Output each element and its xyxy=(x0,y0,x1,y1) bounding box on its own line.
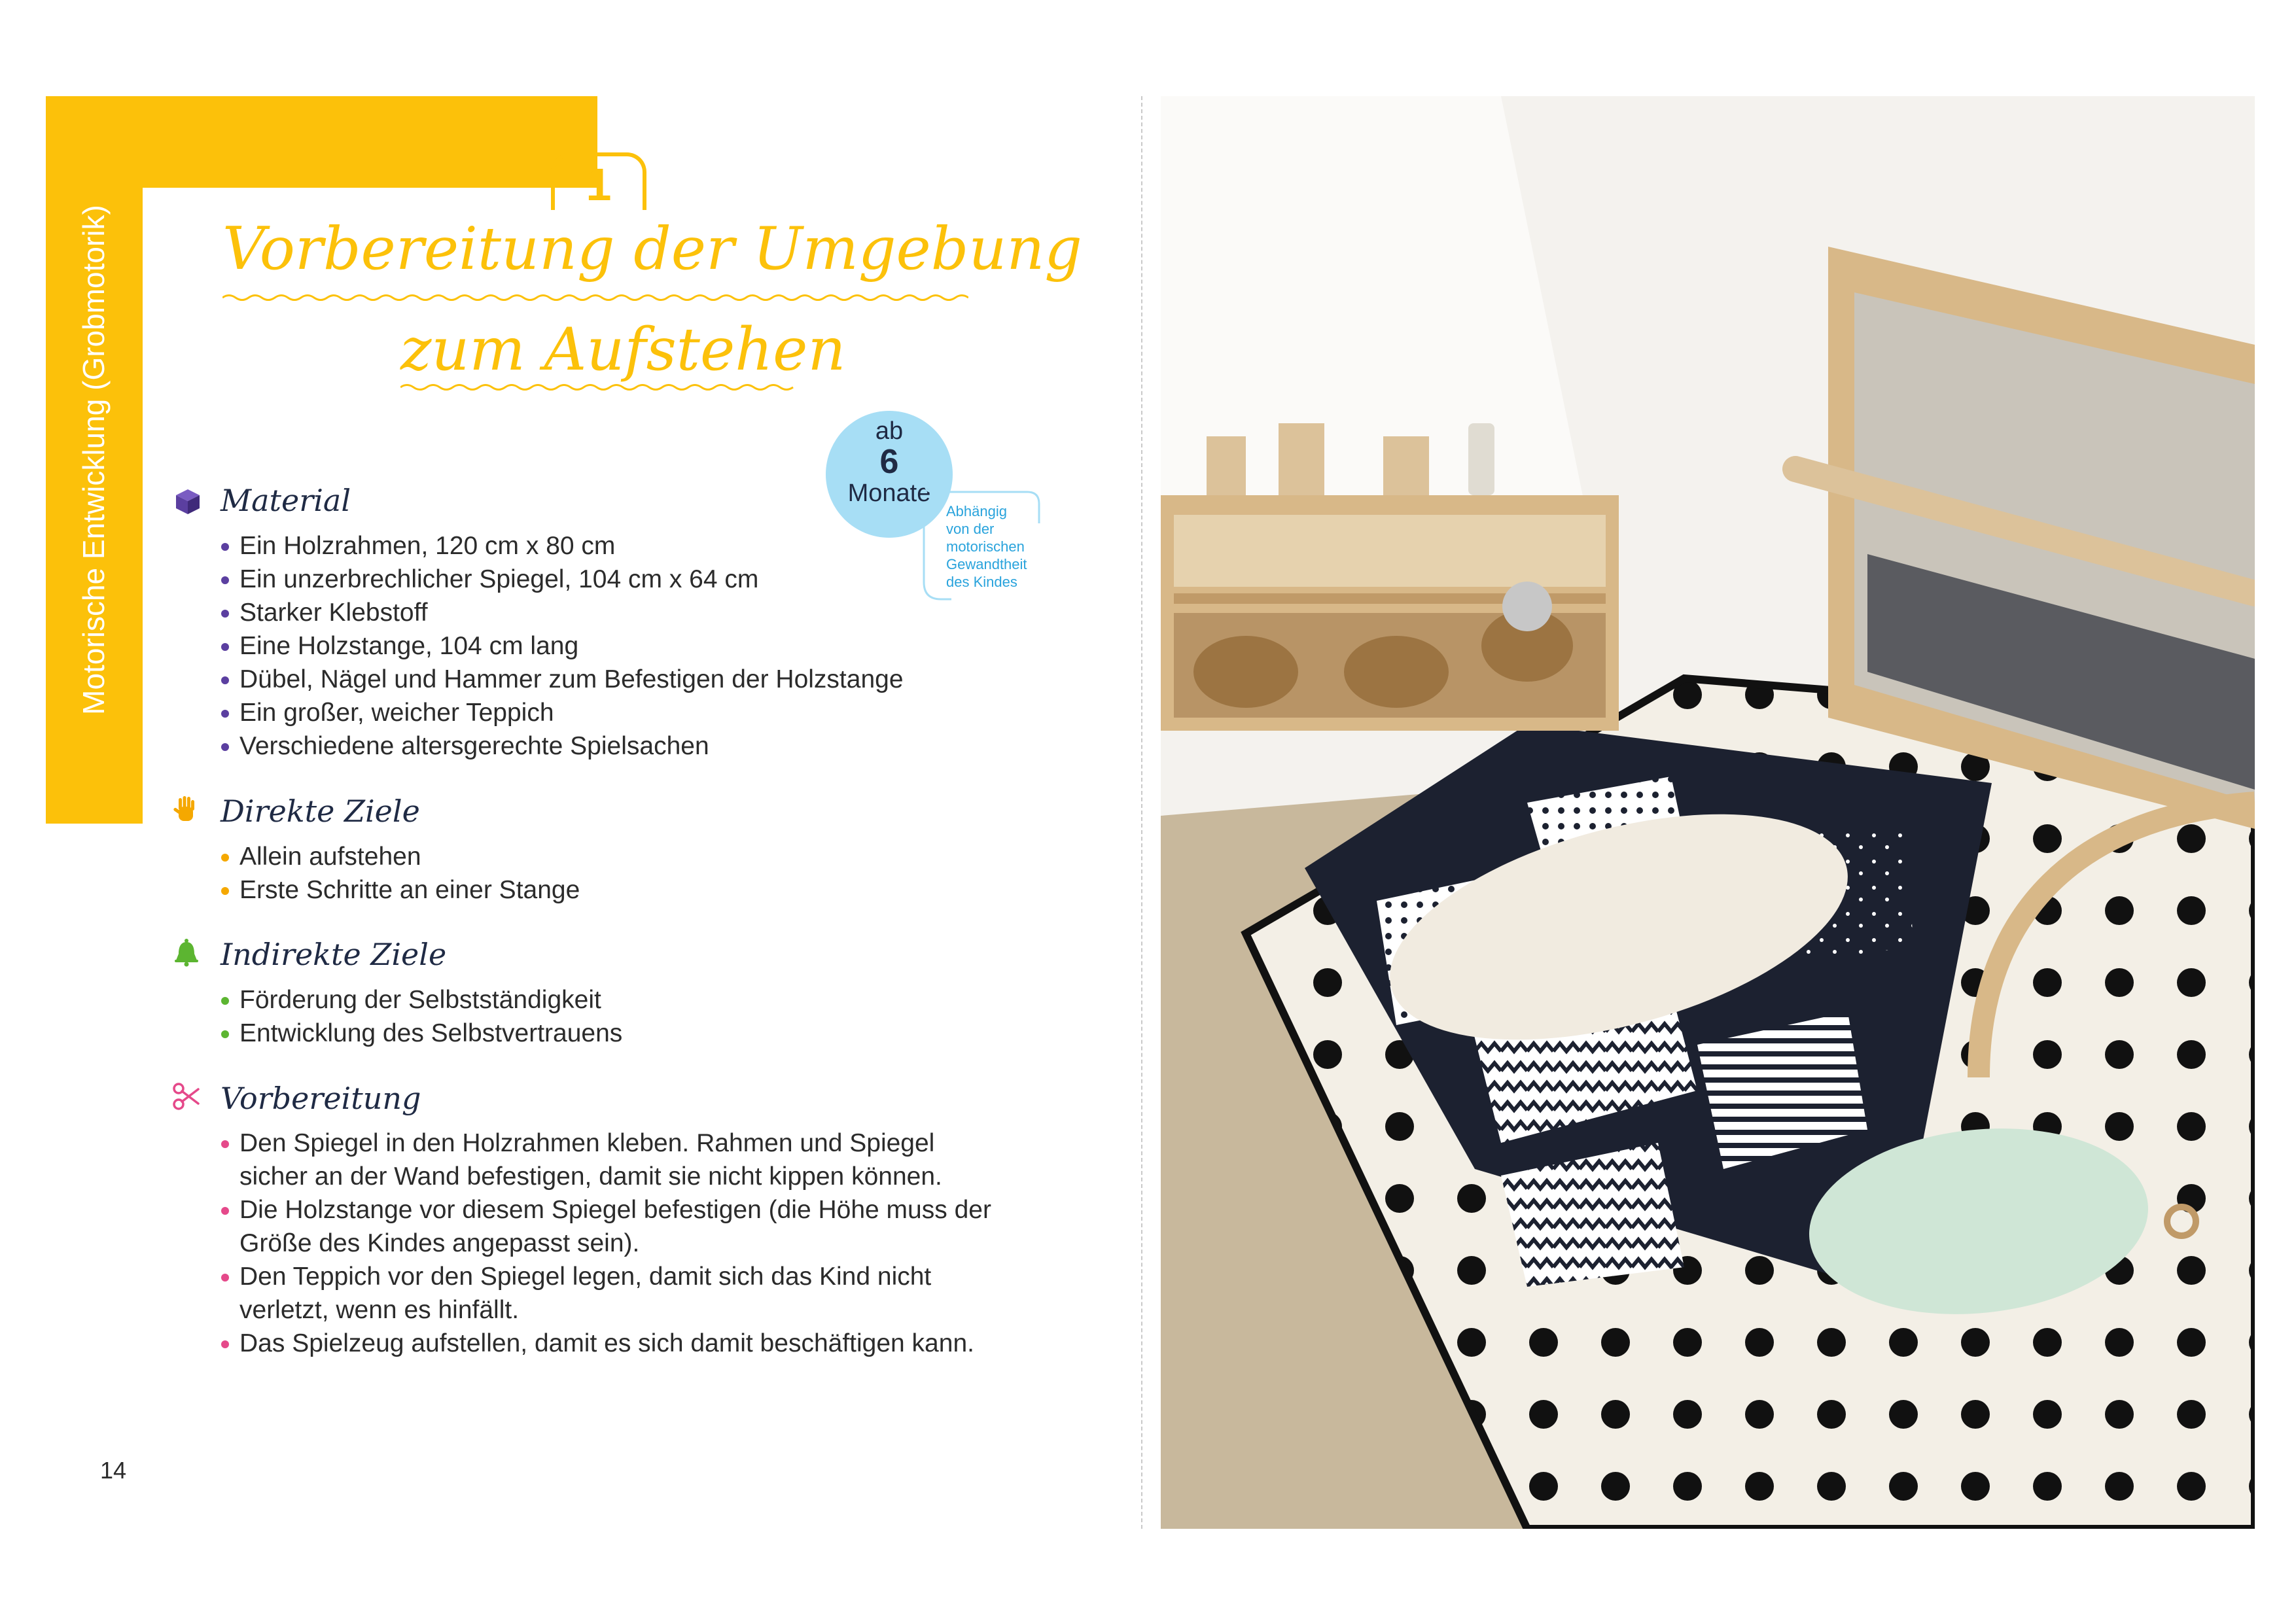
preparation-heading: Vorbereitung xyxy=(221,1081,421,1116)
page-title-line2: zum Aufstehen xyxy=(400,315,846,384)
frame-corner xyxy=(143,188,234,279)
list-item: Allein aufstehen xyxy=(217,840,580,873)
preparation-list xyxy=(217,1126,991,1360)
cube-icon xyxy=(173,487,202,516)
list-item: Ein unzerbrechlicher Spiegel, 104 cm x 64 cm xyxy=(217,563,904,596)
list-item: Den Spiegel in den Holzrahmen kleben. Rahmen und Spiegel sicher an der Wand befestigen, damit sie nicht kippen können. xyxy=(217,1126,991,1193)
list-item: Entwicklung des Selbstvertrauens xyxy=(217,1017,622,1050)
list-item: Erste Schritte an einer Stange xyxy=(217,873,580,907)
bell-icon xyxy=(172,938,201,967)
list-item: Eine Holzstange, 104 cm lang xyxy=(217,629,904,663)
material-list xyxy=(217,529,904,763)
activity-number: 1 xyxy=(551,152,646,210)
room-illustration xyxy=(1161,96,2255,1529)
list-item: Dübel, Nägel und Hammer zum Befestigen der Holzstange xyxy=(217,663,904,696)
age-note: Abhängig von der motorischen Gewandtheit des Kindes xyxy=(946,503,1027,590)
direct-goals-list xyxy=(217,840,580,907)
direct-goals-heading: Direkte Ziele xyxy=(221,794,420,829)
list-item: Die Holzstange vor diesem Spiegel befestigen (die Höhe muss der Größe des Kindes angepasst sein). xyxy=(217,1193,991,1260)
scissors-icon xyxy=(172,1082,201,1111)
room-photo xyxy=(1161,96,2255,1529)
age-value: 6 xyxy=(879,443,899,481)
list-item: Den Teppich vor den Spiegel legen, damit sich das Kind nicht verletzt, wenn es hinfällt. xyxy=(217,1260,991,1327)
list-item: Ein großer, weicher Teppich xyxy=(217,696,904,729)
indirect-goals-list xyxy=(217,983,622,1050)
page-gutter xyxy=(1141,96,1142,1529)
list-item: Starker Klebstoff xyxy=(217,596,904,629)
age-prefix: ab xyxy=(875,417,904,445)
title-underline-1 xyxy=(222,293,968,302)
list-item: Das Spielzeug aufstellen, damit es sich damit beschäftigen kann. xyxy=(217,1327,991,1360)
title-underline-2 xyxy=(400,383,796,392)
material-heading: Material xyxy=(221,483,351,518)
list-item: Ein Holzrahmen, 120 cm x 80 cm xyxy=(217,529,904,563)
age-unit: Monate xyxy=(847,480,931,507)
page-title-line1: Vorbereitung der Umgebung xyxy=(222,215,1082,283)
list-item: Förderung der Selbstständigkeit xyxy=(217,983,622,1017)
list-item: Verschiedene altersgerechte Spielsachen xyxy=(217,729,904,763)
indirect-goals-heading: Indirekte Ziele xyxy=(221,937,447,972)
hand-icon xyxy=(172,795,201,824)
page-number: 14 xyxy=(100,1457,127,1484)
